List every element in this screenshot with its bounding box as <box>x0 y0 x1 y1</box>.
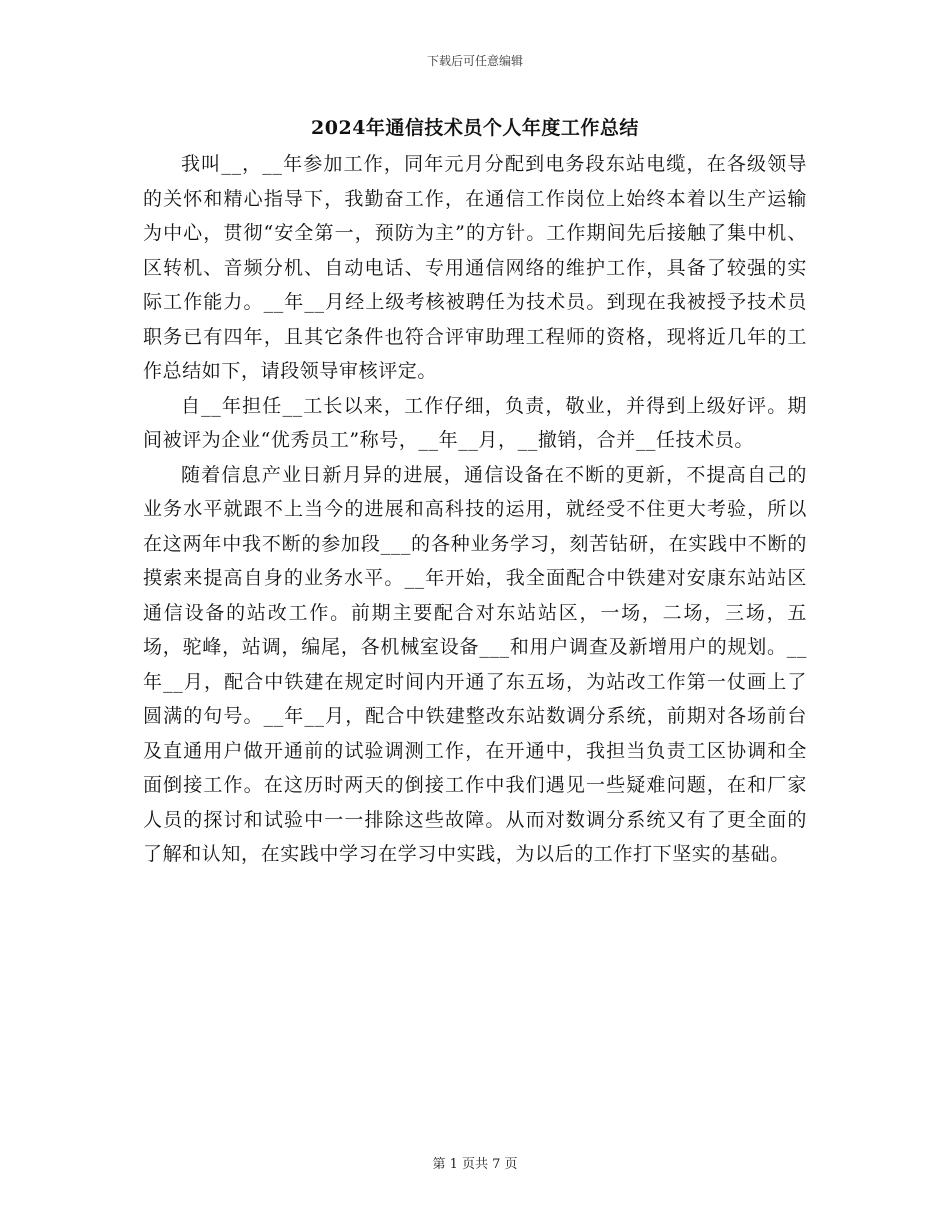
paragraph-intro: 我叫__，__年参加工作，同年元月分配到电务段东站电缆，在各级领导的关怀和精心指导下，我勤奋工作，在通信工作岗位上始终本着以生产运输为中心，贯彻“安全第一，预防为主”的方针。工作期间先后接触了集中机、区转机、音频分机、自动电话、专用通信网络的维护工作，具备了较强的实际工作能力。__年__月经上级考核被聘任为技术员。到现在我被授予技术员职务已有四年，且其它条件也符合评审助理工程师的资格，现将近几年的工作总结如下，请段领导审核评定。 <box>143 153 807 382</box>
paragraph-station-renovation: 随着信息产业日新月异的进展，通信设备在不断的更新，不提高自己的业务水平就跟不上当今的进展和高科技的运用，就经受不住更大考验，所以在这两年中我不断的参加段___的各种业务学习，刻苦钻研，在实践中不断的摸索来提高自身的业务水平。__年开始，我全面配合中铁建对安康东站站区通信设备的站改工作。前期主要配合对东站站区，一场，二场，三场，五场，驼峰，站调，编尾，各机械室设备___和用户调查及新增用户的规划。__年__月，配合中铁建在规定时间内开通了东五场，为站改工作第一仗画上了圆满的句号。__年__月，配合中铁建整改东站数调分系统，前期对各场前台及直通用户做开通前的试验调测工作，在开通中，我担当负责工区协调和全面倒接工作。在这历时两天的倒接工作中我们遇见一些疑难问题，在和厂家人员的探讨和试验中一一排除这些故障。从而对数调分系统又有了更全面的了解和认知，在实践中学习在学习中实践，为以后的工作打下坚实的基础。 <box>143 463 807 865</box>
paragraph-foreman: 自__年担任__工长以来，工作仔细，负责，敬业，并得到上级好评。期间被评为企业“优秀员工”称号，__年__月，__撤销，合并__任技术员。 <box>143 394 807 451</box>
document-title: 2024年通信技术员个人年度工作总结 <box>311 117 639 139</box>
document-body <box>143 147 807 872</box>
page-number: 第 1 页共 7 页 <box>432 1157 518 1172</box>
page-header-note: 下载后可任意编辑 <box>426 54 523 68</box>
